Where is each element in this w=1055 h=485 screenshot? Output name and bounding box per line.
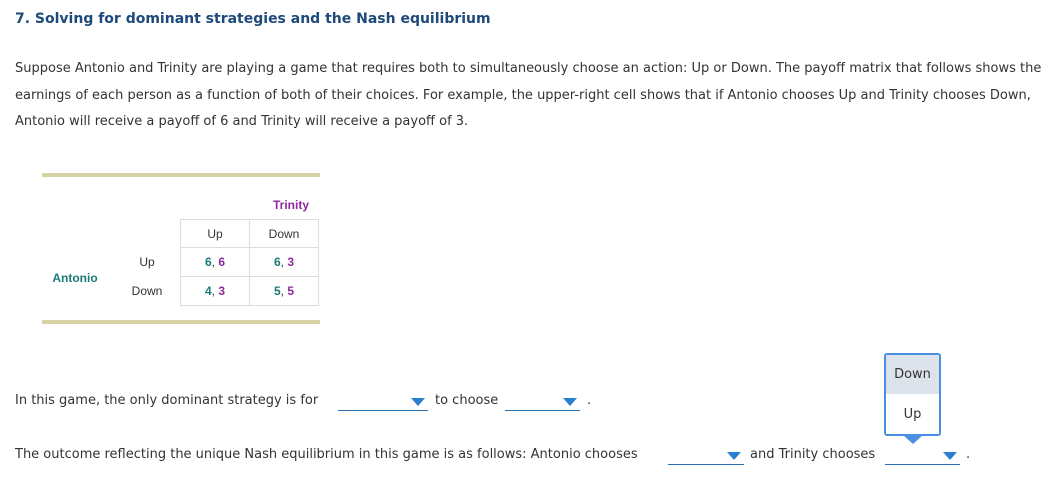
trinity-choice-options-popup — [884, 353, 941, 436]
payoff-separator: , — [280, 255, 288, 269]
payoff-cell-up-down — [249, 247, 319, 277]
chevron-down-icon — [943, 452, 957, 460]
payoff-cell-down-up — [180, 276, 250, 306]
antonio-payoff: 5 — [273, 284, 281, 298]
column-player-label: Trinity — [272, 198, 309, 212]
to-choose-text: to choose — [435, 393, 499, 408]
antonio-choice-dropdown[interactable] — [668, 447, 744, 465]
trinity-payoff: 6 — [218, 255, 226, 269]
trinity-payoff: 3 — [218, 284, 226, 298]
antonio-payoff: 4 — [204, 284, 212, 298]
dominant-strategy-prompt: In this game, the only dominant strategy is for — [15, 393, 319, 408]
col-header-down: Down — [249, 219, 319, 248]
option-up[interactable]: Up — [903, 407, 922, 422]
payoff-cell-down-down — [249, 276, 319, 306]
sentence-period: . — [587, 393, 592, 408]
chevron-down-icon — [411, 398, 425, 406]
antonio-payoff: 6 — [273, 255, 281, 269]
matrix-top-rule — [42, 173, 320, 177]
row-header-down: Down — [131, 283, 163, 298]
nash-equilibrium-prompt: The outcome reflecting the unique Nash equilibrium in this game is as follows: Antonio chooses — [15, 447, 638, 462]
antonio-payoff: 6 — [204, 255, 212, 269]
and-trinity-chooses-text: and Trinity chooses — [750, 447, 876, 462]
col-header-up: Up — [180, 219, 250, 248]
trinity-payoff: 5 — [287, 284, 295, 298]
question-text: Suppose Antonio and Trinity are playing a game that requires both to simultaneously choose an action: Up or Down. The payoff matrix that follows shows the earnings of each person as a function of both of their choices. For example, the upper-right cell shows that if Antonio chooses Up and Trinity chooses Down, Antonio will receive a payoff of 6 and Trinity will receive a payoff of 3. — [15, 61, 1042, 129]
dominant-player-dropdown[interactable] — [338, 393, 428, 411]
payoff-separator: , — [211, 255, 219, 269]
option-down[interactable]: Down — [886, 355, 939, 394]
row-header-up: Up — [139, 254, 155, 269]
question-title: 7. Solving for dominant strategies and the Nash equilibrium — [15, 11, 491, 27]
payoff-separator: , — [211, 284, 219, 298]
sentence-period: . — [966, 447, 971, 462]
trinity-payoff: 3 — [287, 255, 295, 269]
popup-pointer-icon — [903, 435, 923, 444]
row-player-label: Antonio — [52, 271, 98, 285]
payoff-separator: , — [280, 284, 288, 298]
chevron-down-icon — [563, 398, 577, 406]
payoff-matrix — [42, 173, 320, 325]
dominant-action-dropdown[interactable] — [505, 393, 580, 411]
payoff-cell-up-up — [180, 247, 250, 277]
matrix-bottom-rule — [42, 320, 320, 324]
chevron-down-icon — [727, 452, 741, 460]
trinity-choice-dropdown[interactable] — [885, 447, 960, 465]
